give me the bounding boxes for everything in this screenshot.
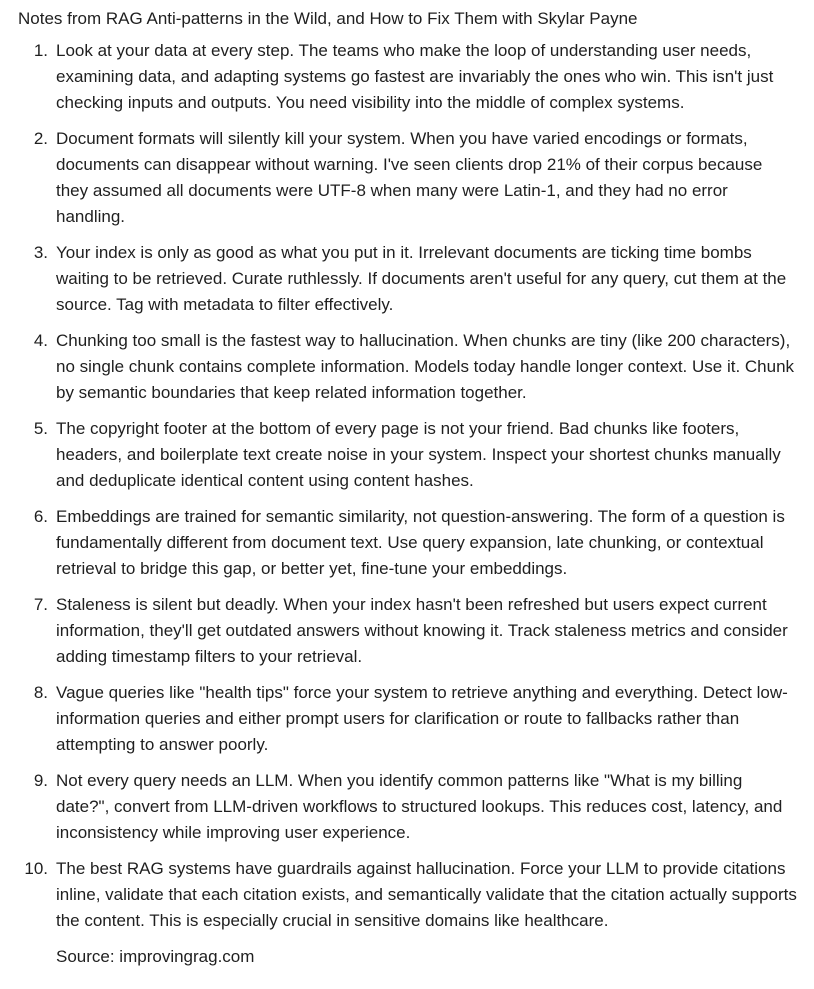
list-item-number: 5.	[33, 419, 48, 438]
list-item-number: 2.	[33, 129, 48, 148]
list-item-text: Your index is only as good as what you put in it. Irrelevant documents are ticking time bombs waiting to be retrieved. Curate ruthlessly. If documents aren't useful for any query, cut them at the source. Tag with metadata to filter effectively.	[56, 243, 787, 314]
list-item	[18, 680, 798, 758]
list-item-text: The best RAG systems have guardrails against hallucination. Force your LLM to provide citations inline, validate that each citation exists, and semantically validate that the citation actually supports the content. This is especially crucial in sensitive domains like healthcare.	[56, 859, 797, 930]
list-item-number: 7.	[33, 595, 48, 614]
list-item-text: Staleness is silent but deadly. When your index hasn't been refreshed but users expect current information, they'll get outdated answers without knowing it. Track staleness metrics and consider adding timestamp filters to your retrieval.	[56, 595, 788, 666]
list-item	[18, 38, 798, 116]
list-item-text: Not every query needs an LLM. When you identify common patterns like "What is my billing date?", convert from LLM-driven workflows to structured lookups. This reduces cost, latency, and inconsistency while improving user experience.	[56, 771, 783, 842]
list-item	[18, 126, 798, 230]
list-item-number: 6.	[33, 507, 48, 526]
list-item	[18, 856, 798, 934]
list-item-text: Chunking too small is the fastest way to hallucination. When chunks are tiny (like 200 characters), no single chunk contains complete information. Models today handle longer context. Use it. Chunk by semantic boundaries that keep related information together.	[56, 331, 795, 402]
list-item-number: 10.	[24, 859, 48, 878]
list-item-text: Embeddings are trained for semantic similarity, not question-answering. The form of a question is fundamentally different from document text. Use query expansion, late chunking, or contextual retrieval to bridge this gap, or better yet, fine-tune your embeddings.	[56, 507, 785, 578]
list-item-number: 9.	[33, 771, 48, 790]
list-item-number: 1.	[33, 41, 48, 60]
notes-list	[18, 38, 798, 934]
list-item	[18, 768, 798, 846]
page-title: Notes from RAG Anti-patterns in the Wild, and How to Fix Them with Skylar Payne	[18, 9, 638, 28]
list-item-text: Vague queries like "health tips" force your system to retrieve anything and everything. Detect low-information queries and either prompt users for clarification or route to fallbacks rather than attempting to answer poorly.	[56, 683, 788, 754]
list-item	[18, 328, 798, 406]
list-item	[18, 504, 798, 582]
list-item-text: Look at your data at every step. The teams who make the loop of understanding user needs, examining data, and adapting systems go fastest are invariably the ones who win. This isn't just checking inputs and outputs. You need visibility into the middle of complex systems.	[56, 41, 774, 112]
list-item-text: The copyright footer at the bottom of every page is not your friend. Bad chunks like footers, headers, and boilerplate text create noise in your system. Inspect your shortest chunks manually and deduplicate identical content using content hashes.	[56, 419, 781, 490]
source-line: Source: improvingrag.com	[56, 947, 255, 966]
list-item-number: 3.	[33, 243, 48, 262]
list-item-number: 8.	[33, 683, 48, 702]
list-item	[18, 240, 798, 318]
list-item	[18, 416, 798, 494]
list-item	[18, 592, 798, 670]
list-item-number: 4.	[33, 331, 48, 350]
list-item-text: Document formats will silently kill your system. When you have varied encodings or formats, documents can disappear without warning. I've seen clients drop 21% of their corpus because they assumed all documents were UTF-8 when many were Latin-1, and they had no error handling.	[56, 129, 763, 226]
